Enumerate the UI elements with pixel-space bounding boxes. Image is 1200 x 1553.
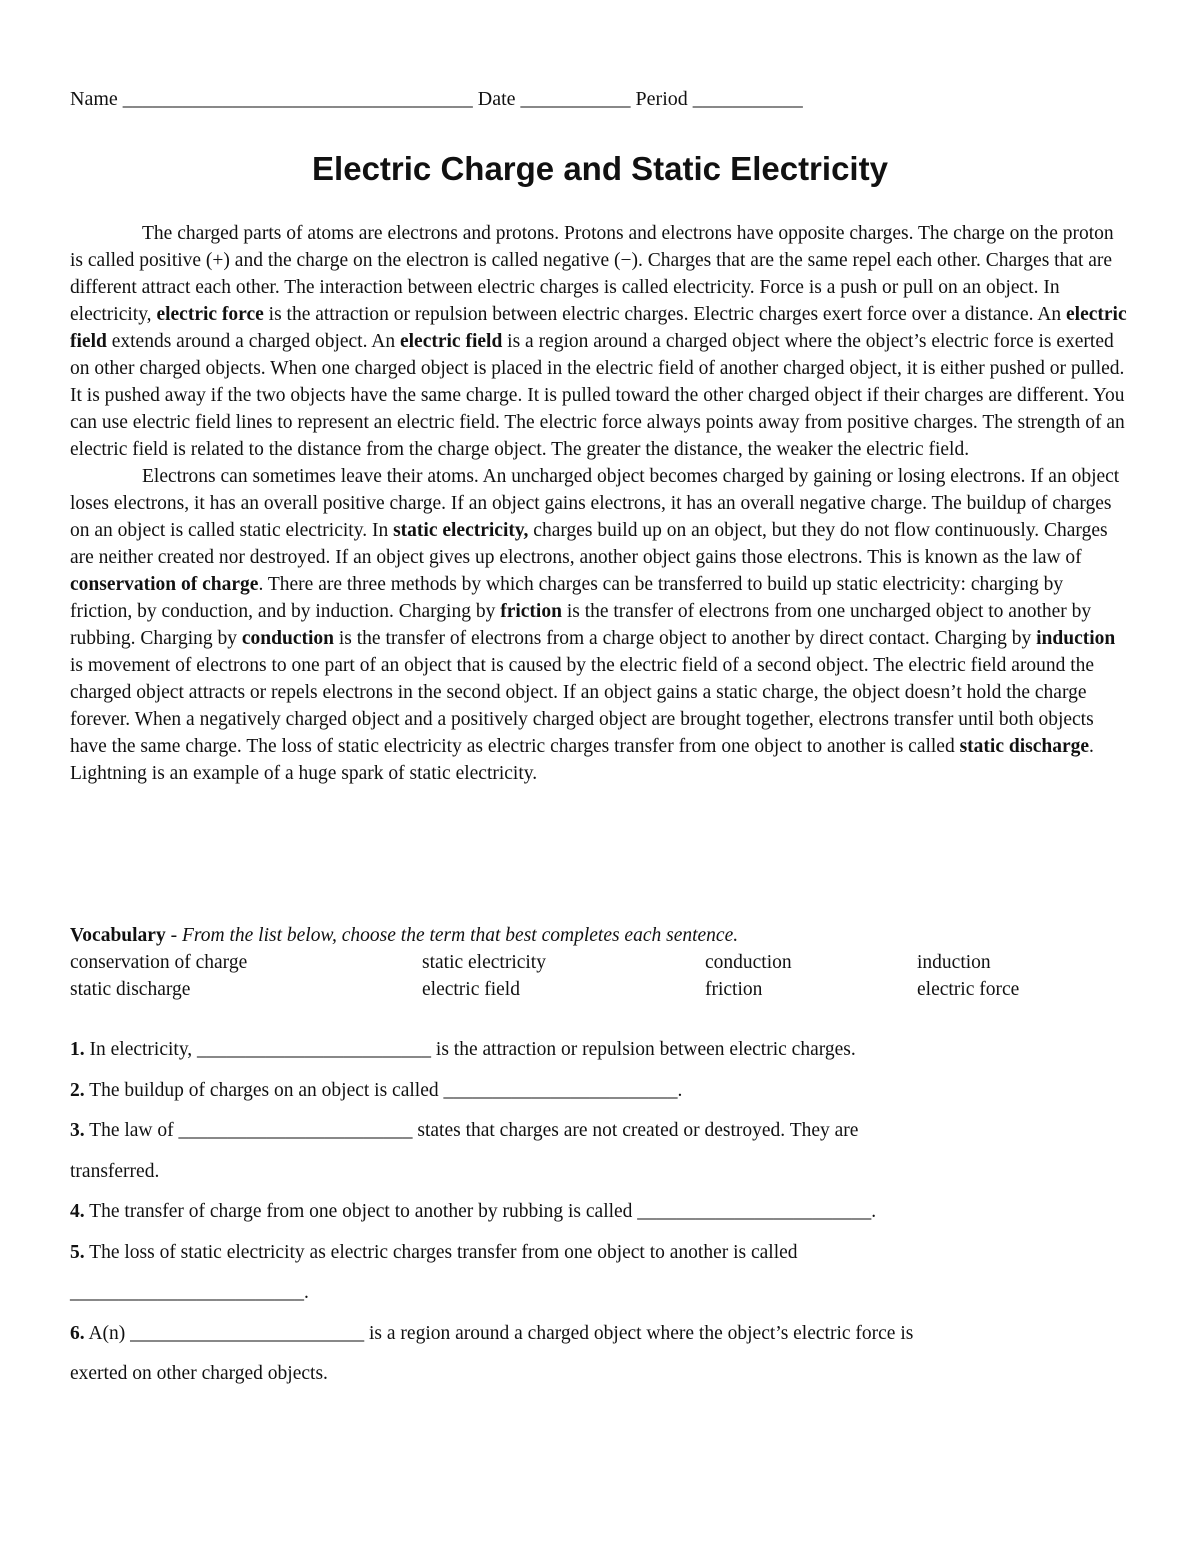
word-bank xyxy=(70,952,1130,1006)
paragraph-1 xyxy=(70,220,1130,463)
question-text: A(n) ________________________ is a region around a charged object where the object’s electric force is xyxy=(88,1322,914,1344)
text-run: The charged parts of atoms are electrons and protons. Protons and electrons have opposite charges. The charge on the proton is called positive (+) and the charge on the electron is called negative (−). Charges that are the same repel each other. Charges that are different attract each other. The interaction between electric charges is called electricity. Force is a push or pull on an object. In electricity, xyxy=(70,223,1114,325)
page-title: Electric Charge and Static Electricity xyxy=(312,150,888,187)
question-text-continued: exerted on other charged objects. xyxy=(70,1363,328,1384)
word-bank-term: static electricity xyxy=(422,952,546,973)
text-run: Electrons can sometimes leave their atoms. An uncharged object becomes charged by gaining or losing electrons. If an object loses electrons, it has an overall positive charge. If an object gains electrons, it has an overall negative charge. The buildup of charges on an object is called static electricity. In xyxy=(70,466,1120,541)
question-2 xyxy=(70,1071,1130,1112)
question-number: 3. xyxy=(70,1120,85,1141)
text-run: is a region around a charged object where the object’s electric force is exerted on other charged objects. When one charged object is placed in the electric field of another charged object, it is either pushed or pulled. It is pushed away if the two objects have the same charge. It is pulled toward the other charged object if their charges are different. You can use electric field lines to represent an electric field. The electric force always points away from positive charges. The strength of an electric field is related to the distance from the charge object. The greater the distance, the weaker the electric field. xyxy=(70,331,1125,460)
text-run: extends around a charged object. An xyxy=(106,331,400,352)
word-bank-term: friction xyxy=(705,979,763,1000)
bold-term: static electricity, xyxy=(393,520,529,541)
question-4 xyxy=(70,1192,1130,1233)
paragraph-2 xyxy=(70,463,1130,787)
reading-passage xyxy=(70,220,1130,787)
date-label: Date xyxy=(477,88,516,110)
name-blank: ___________________________________ xyxy=(122,88,473,110)
question-3 xyxy=(70,1111,1130,1192)
question-number: 4. xyxy=(70,1201,85,1222)
bold-term: static discharge xyxy=(959,736,1090,757)
word-bank-term: induction xyxy=(917,952,991,973)
question-text-continued: transferred. xyxy=(70,1160,160,1182)
bold-term: friction xyxy=(500,601,562,622)
text-run: is the transfer of electrons from a charge object to another by direct contact. Charging by xyxy=(334,628,1037,649)
bold-term: conservation of charge xyxy=(70,574,259,595)
text-run: is the attraction or repulsion between electric charges. Electric charges exert force over a distance. An xyxy=(263,304,1066,325)
question-text: The law of ________________________ states that charges are not created or destroyed. They are xyxy=(89,1120,859,1141)
word-bank-term: electric field xyxy=(422,979,520,1000)
vocabulary-separator: - xyxy=(165,925,182,946)
question-1 xyxy=(70,1030,1130,1071)
question-text: The buildup of charges on an object is called ________________________. xyxy=(89,1079,683,1101)
word-bank-term: electric force xyxy=(917,979,1020,1000)
question-text-continued: ________________________. xyxy=(70,1282,309,1303)
word-bank-term: conduction xyxy=(705,952,792,973)
date-blank: ___________ xyxy=(520,88,631,110)
question-text: The loss of static electricity as electric charges transfer from one object to another is called xyxy=(89,1241,798,1263)
question-5 xyxy=(70,1233,1130,1314)
question-number: 1. xyxy=(70,1039,85,1060)
vocabulary-label: Vocabulary xyxy=(70,925,166,946)
question-number: 5. xyxy=(70,1241,85,1263)
word-bank-row xyxy=(70,979,1130,1006)
question-text: In electricity, ________________________ is the attraction or repulsion between electric charges. xyxy=(89,1039,856,1060)
vocabulary-instruction: From the list below, choose the term that best completes each sentence. xyxy=(181,925,739,946)
question-number: 2. xyxy=(70,1079,85,1101)
bold-term: electric field xyxy=(70,304,1127,352)
bold-term: electric field xyxy=(399,331,503,352)
period-label: Period xyxy=(635,88,688,110)
word-bank-term: static discharge xyxy=(70,979,191,1000)
bold-term: induction xyxy=(1036,628,1116,649)
bold-term: electric force xyxy=(156,304,264,325)
question-text: The transfer of charge from one object to another by rubbing is called ________________________. xyxy=(89,1201,877,1222)
word-bank-term: conservation of charge xyxy=(70,952,248,973)
question-number: 6. xyxy=(70,1322,85,1344)
text-run: is the transfer of electrons from one uncharged object to another by rubbing. Charging by xyxy=(70,601,1092,649)
name-label: Name xyxy=(70,88,118,110)
text-run: is movement of electrons to one part of an object that is caused by the electric field of a second object. The electric field around the charged object attracts or repels electrons in the second object. If an object gains a static charge, the object doesn’t hold the charge forever. When a negatively charged object and a positively charged object are brought together, electrons transfer until both objects have the same charge. The loss of static electricity as electric charges transfer from one object to another is called xyxy=(70,655,1095,757)
text-run: charges build up on an object, but they do not flow continuously. Charges are neither created nor destroyed. If an object gives up electrons, another object gains those electrons. This is known as the law of xyxy=(70,520,1108,568)
vocabulary-heading xyxy=(70,925,738,947)
fill-in-questions xyxy=(70,1030,1130,1395)
question-6 xyxy=(70,1314,1130,1395)
student-info-line xyxy=(70,88,803,111)
text-run: . Lightning is an example of a huge spark of static electricity. xyxy=(70,736,1094,784)
word-bank-row xyxy=(70,952,1130,979)
bold-term: conduction xyxy=(241,628,334,649)
period-blank: ___________ xyxy=(692,88,803,110)
text-run: . There are three methods by which charges can be transferred to build up static electricity: charging by friction, by conduction, and by induction. Charging by xyxy=(70,574,1064,622)
